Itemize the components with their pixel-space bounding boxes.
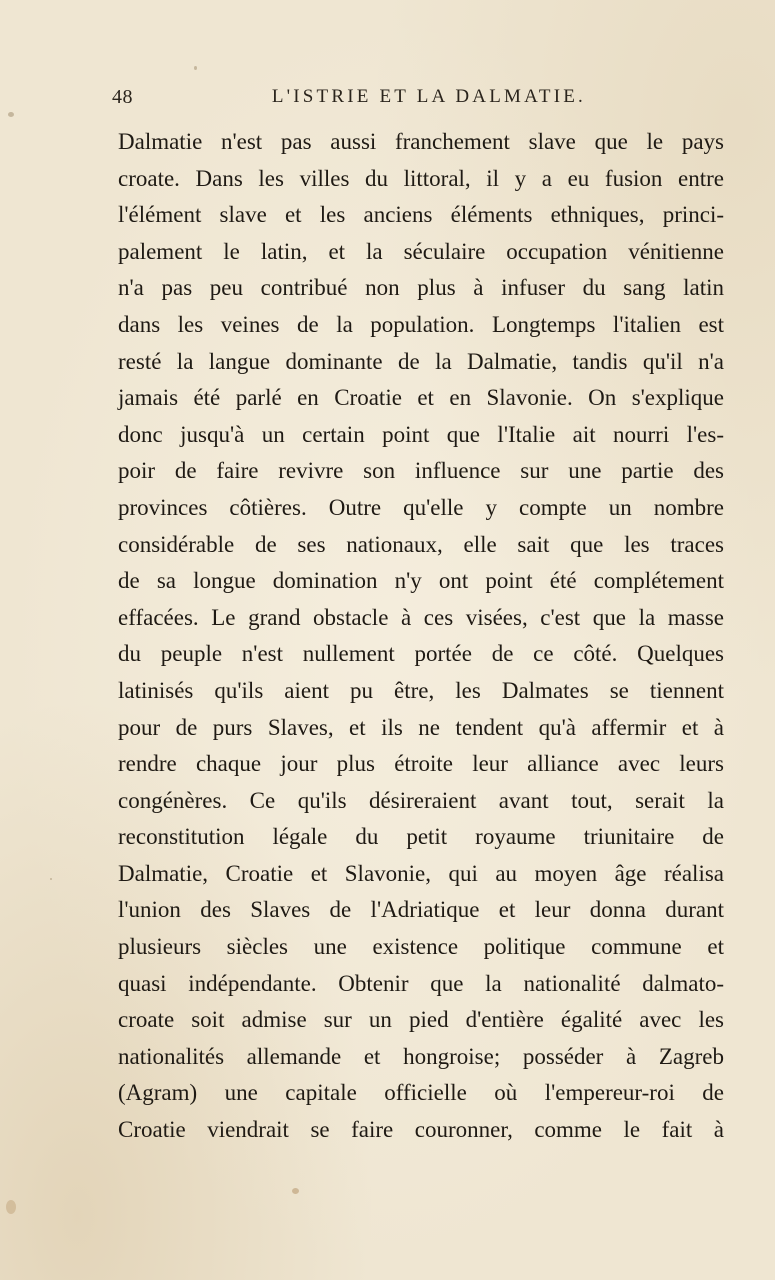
text-line: effacées. Le grand obstacle à ces visées, c'est que la masse (118, 604, 724, 630)
text-line: dans les veines de la population. Longtemps l'italien est (118, 311, 724, 337)
text-line: reconstitution légale du petit royaume triunitaire de (118, 824, 724, 850)
text-line: quasi indépendante. Obtenir que la nationalité dalmato- (118, 970, 724, 996)
paper-speck (6, 1200, 16, 1214)
text-line: donc jusqu'à un certain point que l'Italie ait nourri l'es- (118, 421, 724, 447)
paper-speck (194, 66, 197, 70)
text-line: du peuple n'est nullement portée de ce côté. Quelques (118, 641, 724, 667)
text-line: latinisés qu'ils aient pu être, les Dalmates se tiennent (118, 677, 724, 703)
page-number: 48 (112, 86, 133, 108)
running-title: L'ISTRIE ET LA DALMATIE. (271, 86, 586, 107)
text-line: considérable de ses nationaux, elle sait que les traces (118, 531, 724, 557)
text-line: rendre chaque jour plus étroite leur alliance avec leurs (118, 751, 724, 777)
text-line: Croatie viendrait se faire couronner, comme le fait à (118, 1117, 724, 1143)
text-line: poir de faire revivre son influence sur une partie des (118, 458, 724, 484)
text-line: plusieurs siècles une existence politique commune et (118, 934, 724, 960)
text-line: l'union des Slaves de l'Adriatique et leur donna durant (118, 897, 724, 923)
text-line: palement le latin, et la séculaire occupation vénitienne (118, 238, 724, 264)
text-line: congénères. Ce qu'ils désireraient avant tout, serait la (118, 787, 724, 813)
paper-speck (50, 878, 52, 880)
paper-speck (8, 112, 14, 117)
text-line: l'élément slave et les anciens éléments ethniques, princi- (118, 202, 724, 228)
text-line: (Agram) une capitale officielle où l'empereur-roi de (118, 1080, 724, 1106)
text-line: Dalmatie n'est pas aussi franchement slave que le pays (118, 129, 724, 154)
text-line: pour de purs Slaves, et ils ne tendent qu'à affermir et à (118, 714, 724, 740)
text-line: croate. Dans les villes du littoral, il y a eu fusion entre (118, 165, 724, 191)
text-line: provinces côtières. Outre qu'elle y compte un nombre (118, 494, 724, 520)
text-line: resté la langue dominante de la Dalmatie, tandis qu'il n'a (118, 348, 724, 374)
text-line: Dalmatie, Croatie et Slavonie, qui au moyen âge réalisa (118, 860, 724, 886)
text-line: nationalités allemande et hongroise; posséder à Zagreb (118, 1043, 724, 1069)
text-line: de sa longue domination n'y ont point été complétement (118, 568, 724, 594)
body-text (118, 124, 724, 1149)
text-line: croate soit admise sur un pied d'entière égalité avec les (118, 1007, 724, 1033)
text-line: n'a pas peu contribué non plus à infuser du sang latin (118, 275, 724, 301)
text-line: jamais été parlé en Croatie et en Slavonie. On s'explique (118, 385, 724, 411)
paper-speck (292, 1188, 299, 1194)
running-header (112, 86, 586, 114)
